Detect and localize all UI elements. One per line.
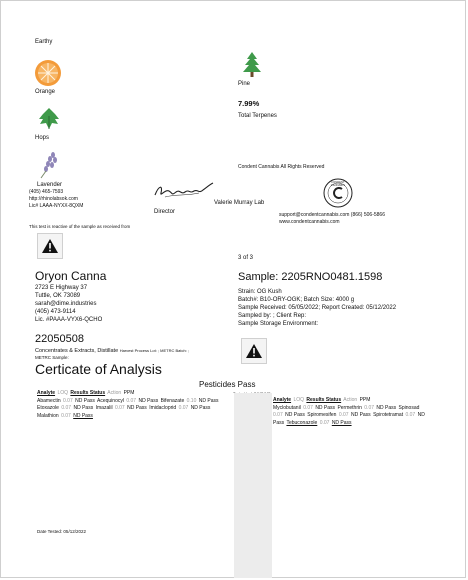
table-row: Analyte LOQ Results Status Action PPM <box>273 397 371 403</box>
warning-icon <box>246 344 262 358</box>
seal-text: CONDENT CANNABIS <box>330 181 346 187</box>
sample-sampled-by: Sampled by: ; Client Rep: <box>238 313 307 319</box>
certificate-title: Certicate of Analysis <box>35 361 162 377</box>
terpene-lavender-label: Lavender <box>37 182 63 188</box>
sample-dates: Sample Received: 05/05/2022; Report Created: 05/12/2022 <box>238 305 397 311</box>
warning-image-placeholder-2 <box>241 338 267 364</box>
terpene-earthy-label: Earthy <box>35 39 53 45</box>
lab-license: Lic# LAAA-NYXX-8QXM <box>29 203 84 209</box>
date-tested: Date Tested: 05/12/2022 <box>37 529 86 534</box>
table-row: Pass Tebuconazole 0.07 ND Pass <box>273 419 352 426</box>
page-number: 3 of 3 <box>238 255 254 261</box>
certificate-id: 22050508 <box>35 333 84 345</box>
table-row: Analyte LOQ Results Status Action PPM <box>37 390 135 396</box>
table-row: Myclobutanil 0.07 ND Pass Permethrin 0.07 ND Pass Spinosad <box>273 404 420 411</box>
certificate-category-line <box>35 348 189 354</box>
disclaimer-text: This test is reactive of the sample as received from <box>29 224 131 229</box>
client-address2: Tuttle, OK 73089 <box>35 293 81 299</box>
table-row: Abamectin 0.07 ND Pass Acequinocyl 0.07 ND Pass Bifenazate 0.10 ND Pass <box>37 397 219 404</box>
client-license: Lic. #PAAA-VYX6-QCHO <box>35 317 103 323</box>
sample-storage: Sample Storage Environment: <box>238 321 319 327</box>
total-terpenes-label: Total Terpenes <box>238 113 277 119</box>
lab-contact-email-phone[interactable]: support@condentcannabis.com (866) 506-5866 <box>279 212 385 218</box>
certificate-metrc-sample: METRC Sample: <box>35 355 69 360</box>
pesticides-left-table <box>37 390 220 420</box>
sample-batch: Batch#: B10-ORY-OGK; Batch Size: 4000 g <box>238 297 355 303</box>
warning-icon <box>42 239 58 253</box>
sample-strain: Strain: OG Kush <box>238 289 282 295</box>
table-row: Malathion 0.07 ND Pass <box>37 412 93 419</box>
orange-slice-icon <box>34 59 62 87</box>
table-row: 0.07 ND Pass Spiromesifen 0.07 ND Pass Spirotetramat 0.07 ND <box>273 412 425 418</box>
director-signature <box>153 181 215 201</box>
client-email[interactable]: sarah@dime.industries <box>35 301 97 307</box>
director-name: Valerie Murray Lab <box>214 200 265 206</box>
pesticides-title: Pesticides Pass <box>199 380 256 389</box>
pesticides-right-table <box>273 397 426 427</box>
terpene-hops-label: Hops <box>35 135 50 141</box>
client-phone: (405) 473-9114 <box>35 309 76 315</box>
certificate-category: Concentrates & Extracts, Distillate <box>35 348 119 354</box>
terpene-pine-label: Pine <box>238 81 251 87</box>
lab-contact-website[interactable]: www.condentcannabis.com <box>279 219 340 225</box>
terpene-orange-label: Orange <box>35 89 56 95</box>
director-title: Director <box>154 209 176 215</box>
certificate-harvest: Harvest Process Lot: ; METRC Batch: ; <box>119 348 190 353</box>
client-address1: 2723 E Highway 37 <box>35 285 88 291</box>
column-divider <box>234 393 272 578</box>
table-row: Etoxazole 0.07 ND Pass Imazalil 0.07 ND Pass Imidacloprid 0.07 ND Pass <box>37 405 211 411</box>
hops-icon <box>38 107 60 131</box>
sample-title: Sample: 2205RNO0481.1598 <box>238 271 383 283</box>
lab-phone: (405) 465-7593 <box>29 189 64 195</box>
lavender-icon <box>37 151 63 179</box>
pine-tree-icon <box>241 51 263 78</box>
lab-url[interactable]: http://rhinolabsok.com <box>29 196 78 202</box>
client-name: Oryon Canna <box>35 269 107 283</box>
rights-reserved: Condent Cannabis All Rights Reserved <box>238 164 325 170</box>
warning-image-placeholder <box>37 233 63 259</box>
total-terpenes-percent: 7.99% <box>238 99 260 108</box>
